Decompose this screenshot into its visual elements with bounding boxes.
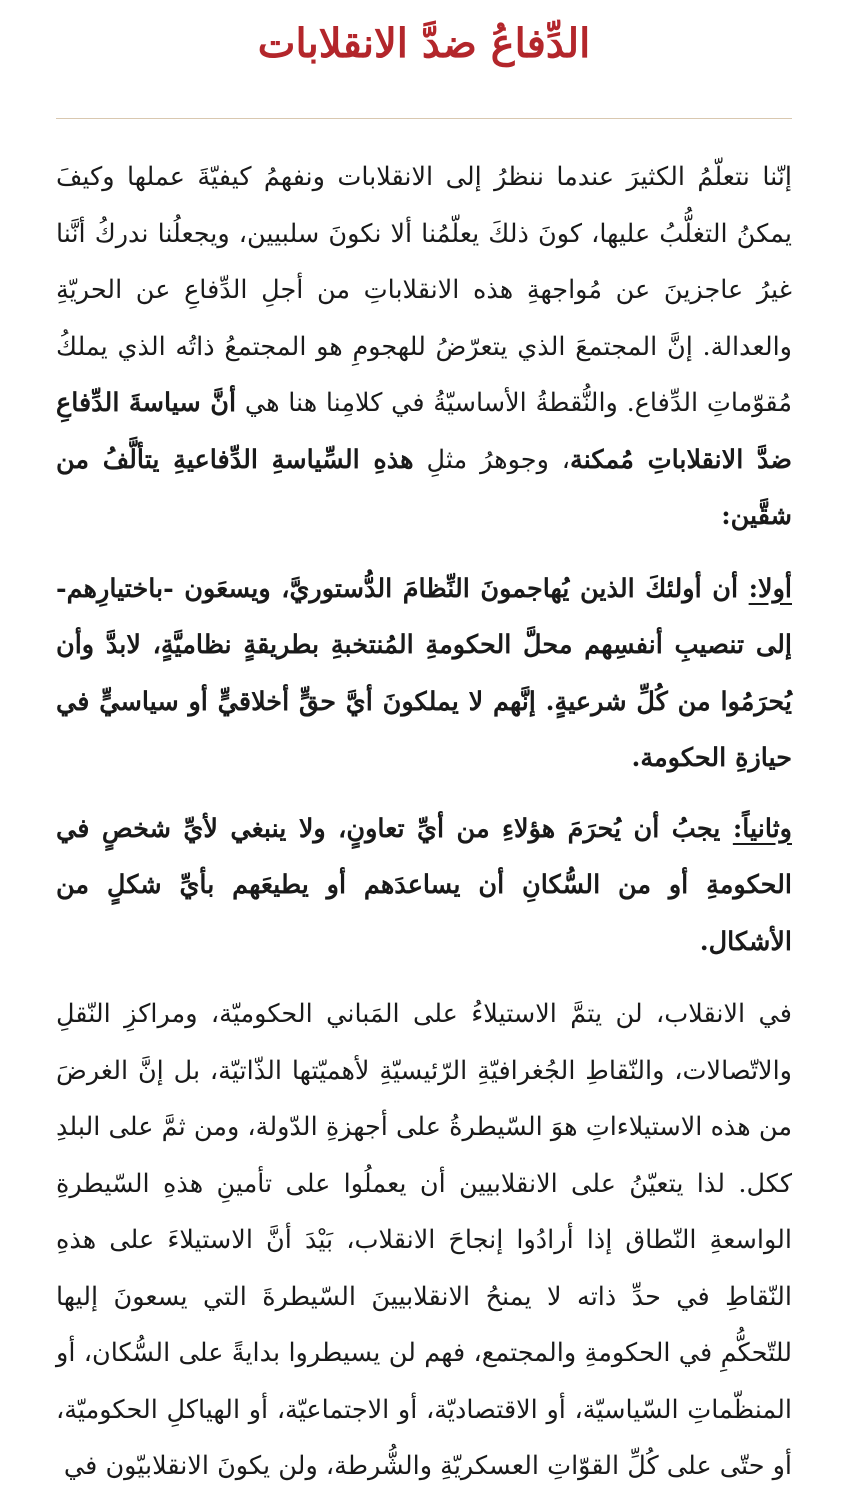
first-point-label: أولا:	[748, 573, 792, 604]
first-point-text: أن أولئكَ الذين يُهاجمونَ النِّظامَ الدُّستوريَّ، ويسعَون -باختيارِهم- إلى تنصيبِ أنفسِهم محلَّ الحكومةِ المُنتخبةِ بطريقةٍ نظاميَّةٍ، لابدَّ وأن يُحرَمُوا من كُلِّ شرعيةٍ. إنَّهم لا يملكونَ أيَّ حقٍّ أخلاقيٍّ أو سياسيٍّ في حيازةِ الحكومة.	[56, 573, 792, 773]
intro-ending: هذهِ السِّياسةِ الدِّفاعيةِ يتألَّفُ من شقَّين:	[56, 444, 792, 531]
second-point-paragraph	[56, 801, 792, 971]
coup-text: في الانقلاب، لن يتمَّ الاستيلاءُ على المَباني الحكوميّة، ومراكزِ النّقلِ والاتّصالات، والنّقاطِ الجُغرافيّةِ الرّئيسيّةِ لأهميّتها الذّاتيّة، بل إنَّ الغرضَ من هذه الاستيلاءاتِ هوَ السّيطرةُ على أجهزةِ الدّولة، ومن ثمَّ على البلدِ ككل. لذا يتعيّنُ على الانقلابيين أن يعملُوا على تأمينِ هذهِ السّيطرةِ الواسعةِ النّطاق إذا أرادُوا إنجاحَ الانقلاب، بَيْدَ أنَّ الاستيلاءَ على هذهِ النّقاطِ في حدِّ ذاته لا يمنحُ الانقلابيينَ السّيطرةَ التي يسعونَ إليها للتّحكُّمِ في الحكومةِ والمجتمع، فهم لن يسيطروا بدايةً على السُّكان، أو المنظّماتِ السّياسيّة، أو الاقتصاديّة، أو الاجتماعيّة، أو الهياكلِ الحكوميّة، أو حتّى على كُلِّ القوّاتِ العسكريّةِ والشُّرطة، ولن يكونَ الانقلابيّون في	[56, 999, 792, 1481]
coup-paragraph	[56, 986, 792, 1495]
intro-paragraph	[56, 149, 792, 545]
intro-text: إنّنا نتعلّمُ الكثيرَ عندما ننظرُ إلى الانقلابات ونفهمُ كيفيّةَ عملها وكيفَ يمكنُ التغلُّبُ عليها، كونَ ذلكَ يعلّمُنا ألا نكونَ سلبيين، ويجعلُنا ندركُ أنَّنا غيرُ عاجزينَ عن مُواجهةِ هذه الانقلاباتِ من أجلِ الدِّفاعِ عن الحريّةِ والعدالة. إنَّ المجتمعَ الذي يتعرّضُ للهجومِ هو المجتمعُ ذاتُه الذي يملكُ مُقوّماتِ الدِّفاع. والنُّقطةُ الأساسيّةُ في كلامِنا هنا هي	[56, 162, 792, 418]
first-point-paragraph	[56, 561, 792, 787]
intro-emphasis: أنَّ سياسةَ الدِّفاعِ ضدَّ الانقلاباتِ مُمكنة	[56, 388, 793, 475]
page-title: الدِّفاعُ ضدَّ الانقلابات	[257, 20, 591, 67]
title-divider	[56, 118, 792, 119]
second-point-text: يجبُ أن يُحرَمَ هؤلاءِ من أيِّ تعاونٍ، ولا ينبغي لأيِّ شخصٍ في الحكومةِ أو من السُّكانِ أن يساعدَهم أو يطيعَهم بأيِّ شكلٍ من الأشكال.	[56, 813, 792, 957]
document-body	[56, 149, 792, 1495]
intro-mid-text: ، وجوهرُ مثلِ	[413, 444, 571, 475]
second-point-label: وثانياً:	[732, 813, 792, 844]
